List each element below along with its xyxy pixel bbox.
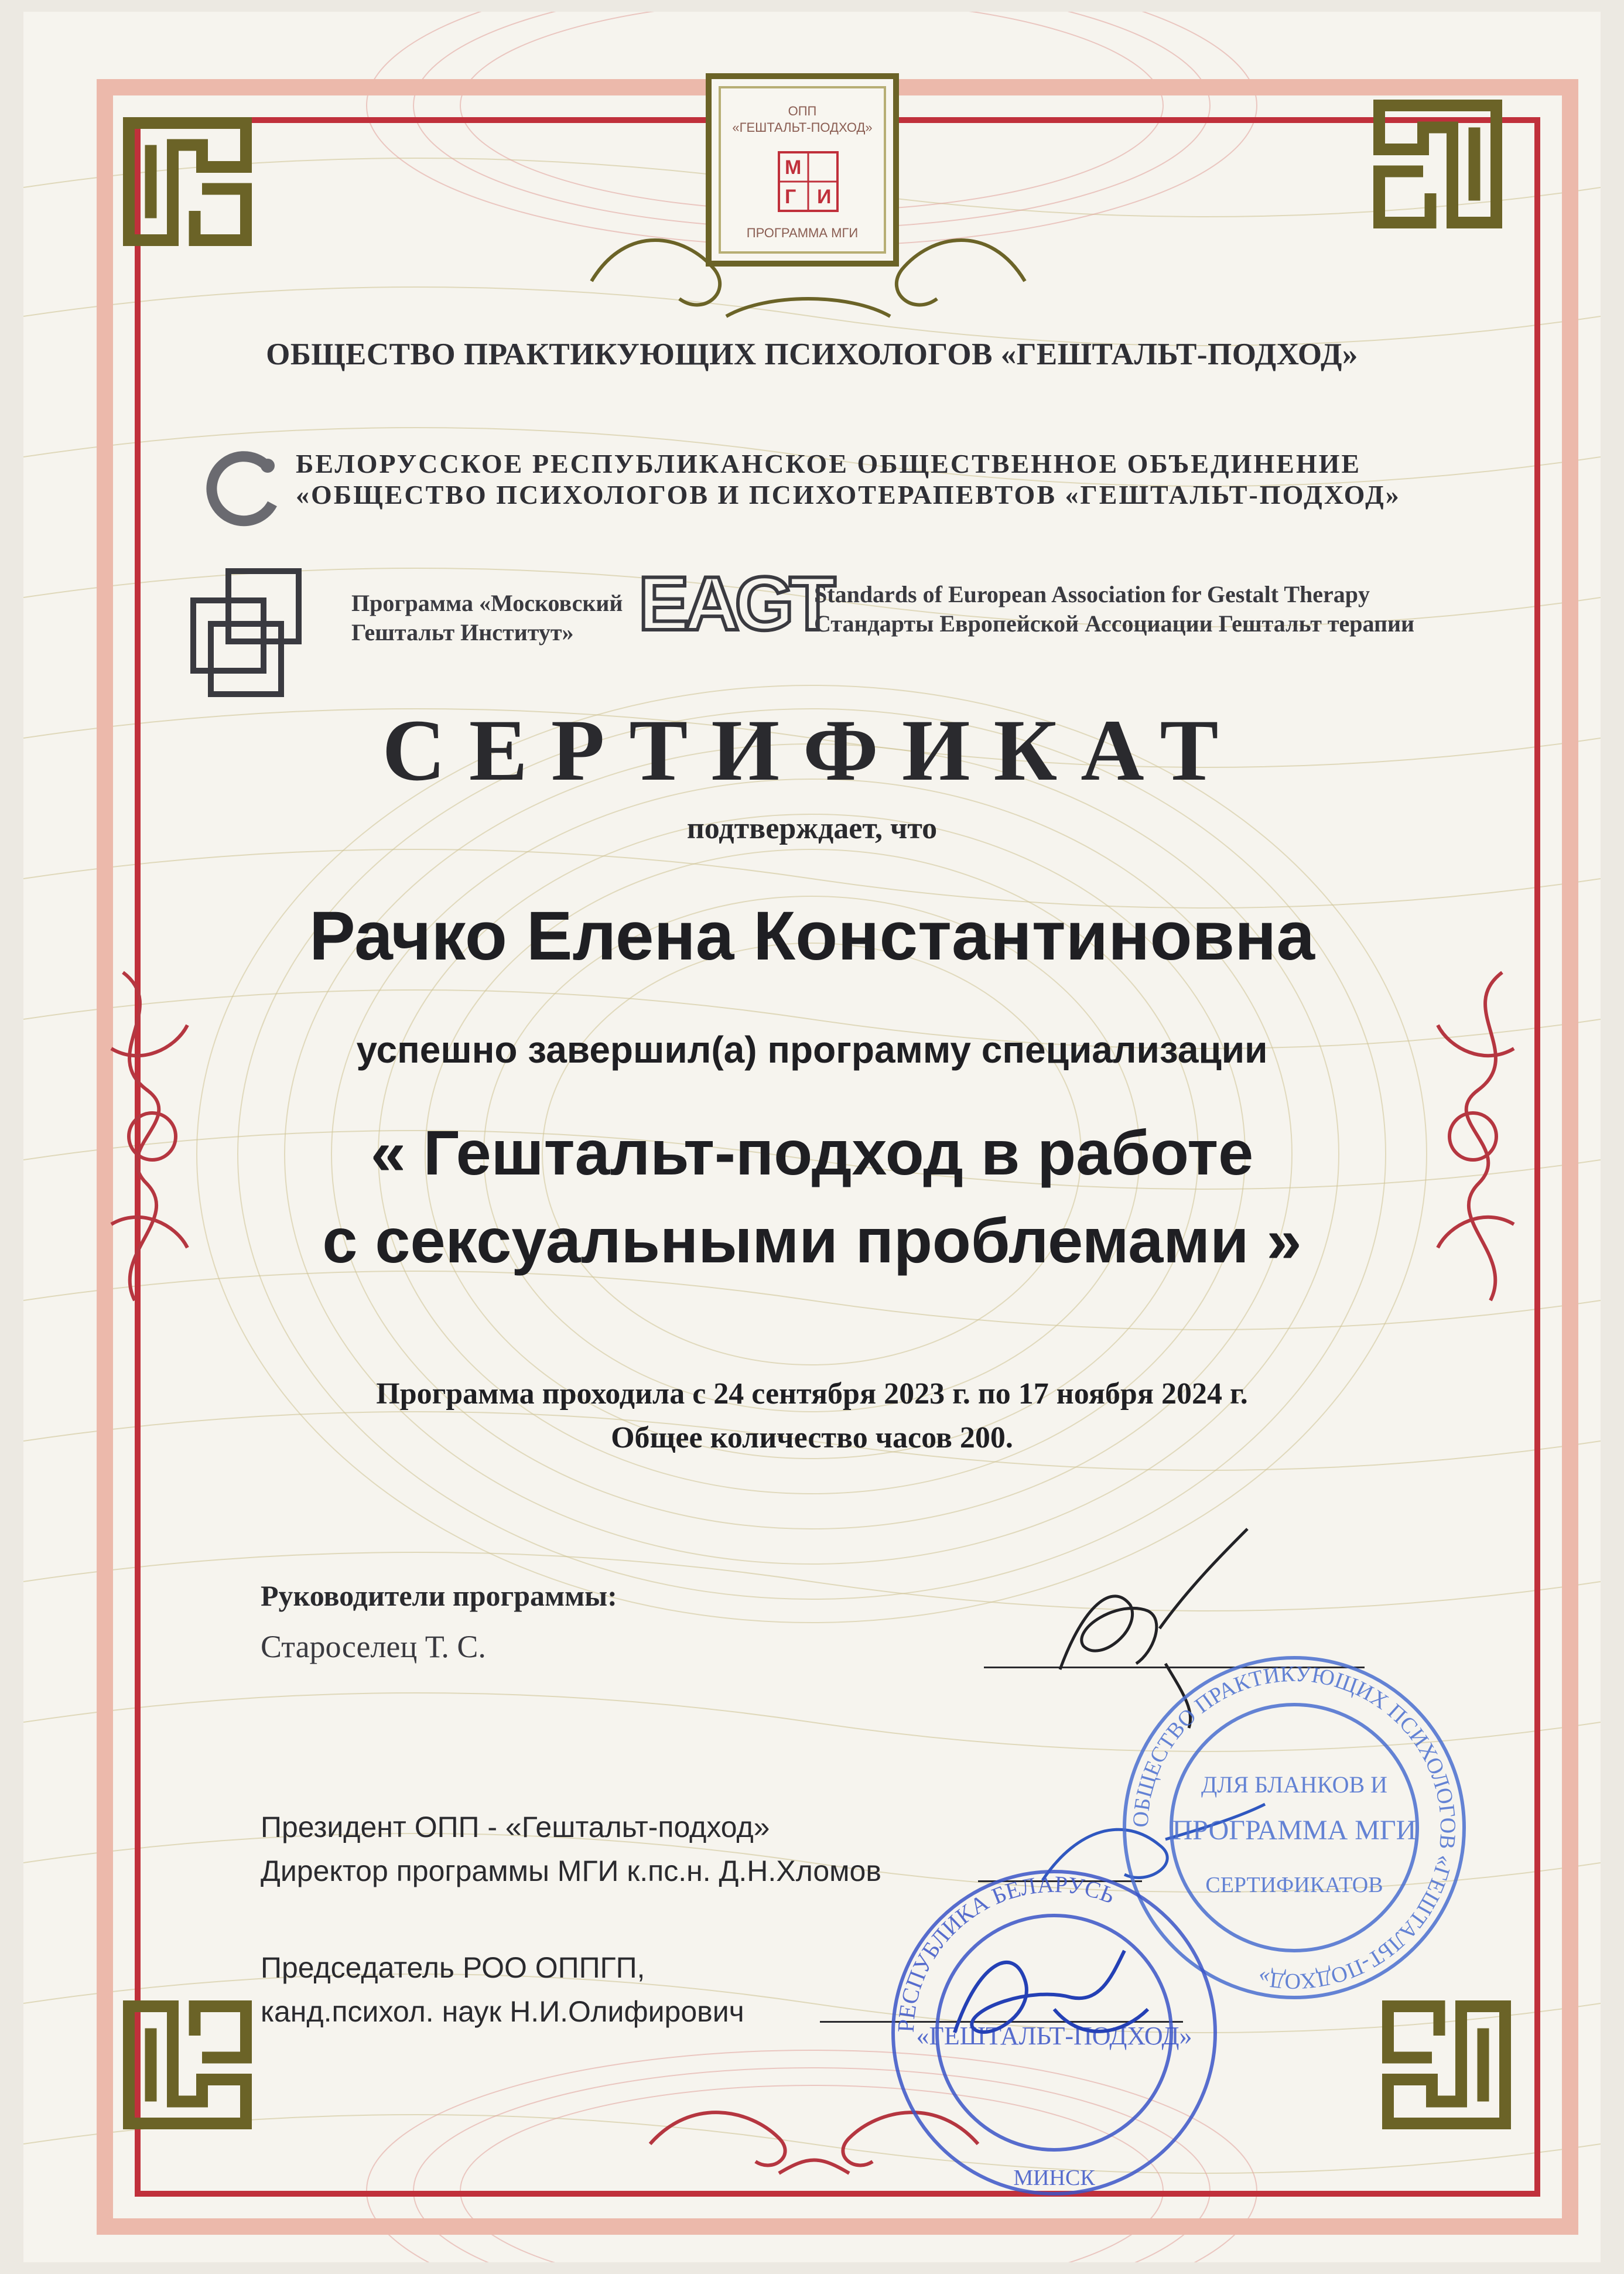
- certificate-title: СЕРТИФИКАТ: [382, 702, 1242, 799]
- program-dates: Программа проходила с 24 сентября 2023 г. по 17 ноября 2024 г.: [376, 1377, 1248, 1411]
- mgi-letter-m: М: [785, 156, 802, 179]
- organization-title: ОБЩЕСТВО ПРАКТИКУЮЩИХ ПСИХОЛОГОВ «ГЕШТАЛЬТ-ПОДХОД»: [266, 337, 1358, 371]
- recipient-name: Рачко Елена Константиновна: [309, 897, 1315, 975]
- chair-line1: Председатель РОО ОППГП,: [261, 1951, 645, 1984]
- mgi-program-line2: Гештальт Институт»: [351, 619, 574, 646]
- confirms-text: подтверждает, что: [686, 812, 938, 845]
- corner-ornament-bottom-left: [114, 1992, 261, 2138]
- president-line1: Президент ОПП - «Гештальт-подход»: [261, 1811, 770, 1843]
- eagt-standards-ru: Стандарты Европейской Ассоциации Гештальт терапии: [814, 610, 1415, 637]
- svg-text:РЕСПУБЛИКА БЕЛАРУСЬ: [893, 1871, 1119, 2033]
- program-stamp-ring-text: ОБЩЕСТВО ПРАКТИКУЮЩИХ ПСИХОЛОГОВ «ГЕШТАЛЬТ-ПОДХОД»: [1128, 1661, 1461, 1994]
- eagt-logo: EAGT: [638, 561, 832, 646]
- chair-line2: канд.психол. наук Н.И.Олифирович: [261, 1995, 744, 2028]
- program-stamp-center-text: ПРОГРАММА МГИ: [1172, 1815, 1417, 1846]
- mgi-squares-logo-icon: [187, 565, 334, 712]
- eagt-standards-en: Standards of European Association for Gestalt Therapy: [814, 581, 1370, 607]
- organization-round-stamp: [878, 1857, 1230, 2208]
- program-stamp-bottom-text: СЕРТИФИКАТОВ: [1205, 1873, 1383, 1897]
- header-logo-line2: «ГЕШТАЛЬТ-ПОДХОД»: [732, 120, 873, 135]
- mgi-program-line1: Программа «Московский: [351, 590, 623, 616]
- program-hours: Общее количество часов 200.: [611, 1421, 1013, 1454]
- corner-ornament-bottom-right: [1373, 1992, 1520, 2138]
- header-logo-line1: ОПП: [788, 104, 817, 118]
- round-stamp-center-text: «ГЕШТАЛЬТ-ПОДХОД»: [916, 2022, 1192, 2050]
- mgi-letter-g: Г: [785, 186, 796, 208]
- header-logo-line3: ПРОГРАММА МГИ: [746, 226, 859, 240]
- program-name-line1: « Гештальт-подход в работе: [370, 1117, 1254, 1188]
- header-logo-badge: [706, 73, 899, 267]
- president-line2: Директор программы МГИ к.пс.н. Д.Н.Хломов: [261, 1855, 881, 1887]
- corner-ornament-top-left: [114, 108, 261, 255]
- belarus-org-line1: БЕЛОРУССКОЕ РЕСПУБЛИКАНСКОЕ ОБЩЕСТВЕННОЕ ОБЪЕДИНЕНИЕ: [296, 449, 1362, 479]
- program-name-line2: с сексуальными проблемами »: [322, 1205, 1302, 1276]
- belarus-org-logo-icon: [202, 448, 290, 530]
- round-stamp-city-text: МИНСК: [1013, 2166, 1095, 2190]
- leaders-label: Руководители программы:: [261, 1579, 617, 1612]
- leader-name: Староселец Т. С.: [261, 1629, 486, 1664]
- belarus-org-line2: «ОБЩЕСТВО ПСИХОЛОГОВ И ПСИХОТЕРАПЕВТОВ «ГЕШТАЛЬТ-ПОДХОД»: [296, 480, 1401, 510]
- mgi-letter-i: И: [817, 186, 832, 208]
- program-stamp-inner-text: ДЛЯ БЛАНКОВ И: [1201, 1771, 1388, 1798]
- completed-text: успешно завершил(а) программу специализации: [356, 1029, 1268, 1071]
- round-stamp-ring-text: РЕСПУБЛИКА БЕЛАРУСЬ: [892, 1870, 1119, 2033]
- corner-ornament-top-right: [1365, 91, 1511, 237]
